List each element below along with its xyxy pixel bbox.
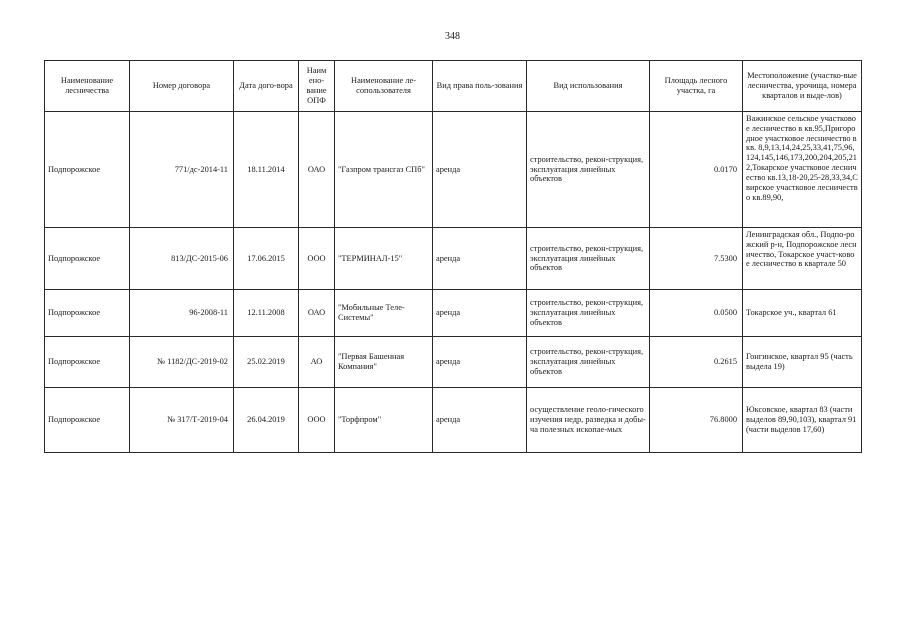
cell-right-type: аренда (433, 290, 527, 337)
cell-contract-number: № 317/Т-2019-04 (130, 388, 234, 453)
cell-area: 0.2615 (650, 337, 743, 388)
cell-contract-number: № 1182/ДС-2019-02 (130, 337, 234, 388)
header-forest-user: Наименование ле-сопользователя (335, 61, 433, 112)
cell-contract-number: 813/ДС-2015-06 (130, 228, 234, 290)
header-opf: Наим ено-вание ОПФ (299, 61, 335, 112)
header-use-type: Вид использования (527, 61, 650, 112)
cell-forestry: Подпорожское (45, 228, 130, 290)
cell-location: Юксовское, квартал 83 (части выделов 89,90,103), квартал 91 (части выделов 17,60) (743, 388, 862, 453)
cell-area: 76.8000 (650, 388, 743, 453)
cell-contract-date: 26.04.2019 (234, 388, 299, 453)
lease-table (44, 60, 862, 453)
header-contract-number: Номер договора (130, 61, 234, 112)
page-number: 348 (445, 31, 460, 42)
cell-right-type: аренда (433, 337, 527, 388)
header-row (45, 61, 862, 112)
cell-use-type: строительство, рекон-струкция, эксплуатация линейных объектов (527, 290, 650, 337)
cell-forest-user: "Торфпром" (335, 388, 433, 453)
cell-right-type: аренда (433, 228, 527, 290)
cell-area: 0.0170 (650, 112, 743, 228)
table-row (45, 112, 862, 228)
cell-forest-user: "Мобильные Теле-Системы" (335, 290, 433, 337)
cell-contract-date: 12.11.2008 (234, 290, 299, 337)
cell-forestry: Подпорожское (45, 337, 130, 388)
header-location: Местоположение (участко-вые лесничества, урочища, номера кварталов и выде-лов) (743, 61, 862, 112)
cell-opf: ОАО (299, 112, 335, 228)
cell-opf: ОАО (299, 290, 335, 337)
cell-use-type: строительство, рекон-струкция, эксплуатация линейных объектов (527, 228, 650, 290)
cell-forestry: Подпорожское (45, 388, 130, 453)
cell-forest-user: "Газпром трансгаз СПб" (335, 112, 433, 228)
cell-contract-number: 96-2008-11 (130, 290, 234, 337)
cell-use-type: строительство, рекон-струкция, эксплуатация линейных объектов (527, 337, 650, 388)
cell-location: Важинское сельское участковое лесничество в кв.95,Пригородное участковое лесничество в кв. 8,9,13,14,24,25,33,41,75,96,124,145,146,173,200,204,205,212,Токарское участковое лесничество кв.13,18-20,25-28,33,34,Свирское участковое лесничество кв.89,90, (743, 112, 862, 228)
cell-opf: ООО (299, 228, 335, 290)
cell-area: 7.5300 (650, 228, 743, 290)
cell-forest-user: "ТЕРМИНАЛ-15" (335, 228, 433, 290)
cell-contract-date: 25.02.2019 (234, 337, 299, 388)
cell-location: Токарское уч., квартал 61 (743, 290, 862, 337)
cell-use-type: осуществление геоло-гического изучения недр, разведка и добы-ча полезных ископае-мых (527, 388, 650, 453)
table-row (45, 388, 862, 453)
cell-opf: ООО (299, 388, 335, 453)
header-area: Площадь лесного участка, га (650, 61, 743, 112)
cell-contract-date: 17.06.2015 (234, 228, 299, 290)
cell-location: Гонгинское, квартал 95 (часть выдела 19) (743, 337, 862, 388)
cell-forestry: Подпорожское (45, 290, 130, 337)
cell-use-type: строительство, рекон-струкция, эксплуатация линейных объектов (527, 112, 650, 228)
cell-location: Ленинградская обл., Подпо-рожский р-н, Подпорожское лесничество, Токарское участ-ковое лесничество в квартале 50 (743, 228, 862, 290)
header-contract-date: Дата дого-вора (234, 61, 299, 112)
header-right-type: Вид права поль-зования (433, 61, 527, 112)
table-row (45, 290, 862, 337)
cell-contract-date: 18.11.2014 (234, 112, 299, 228)
header-forestry: Наименование лесничества (45, 61, 130, 112)
cell-opf: АО (299, 337, 335, 388)
cell-area: 0.0500 (650, 290, 743, 337)
table-row (45, 228, 862, 290)
cell-right-type: аренда (433, 388, 527, 453)
cell-right-type: аренда (433, 112, 527, 228)
table-row (45, 337, 862, 388)
cell-forestry: Подпорожское (45, 112, 130, 228)
cell-contract-number: 771/дс-2014-11 (130, 112, 234, 228)
cell-forest-user: "Первая Башенная Компания" (335, 337, 433, 388)
